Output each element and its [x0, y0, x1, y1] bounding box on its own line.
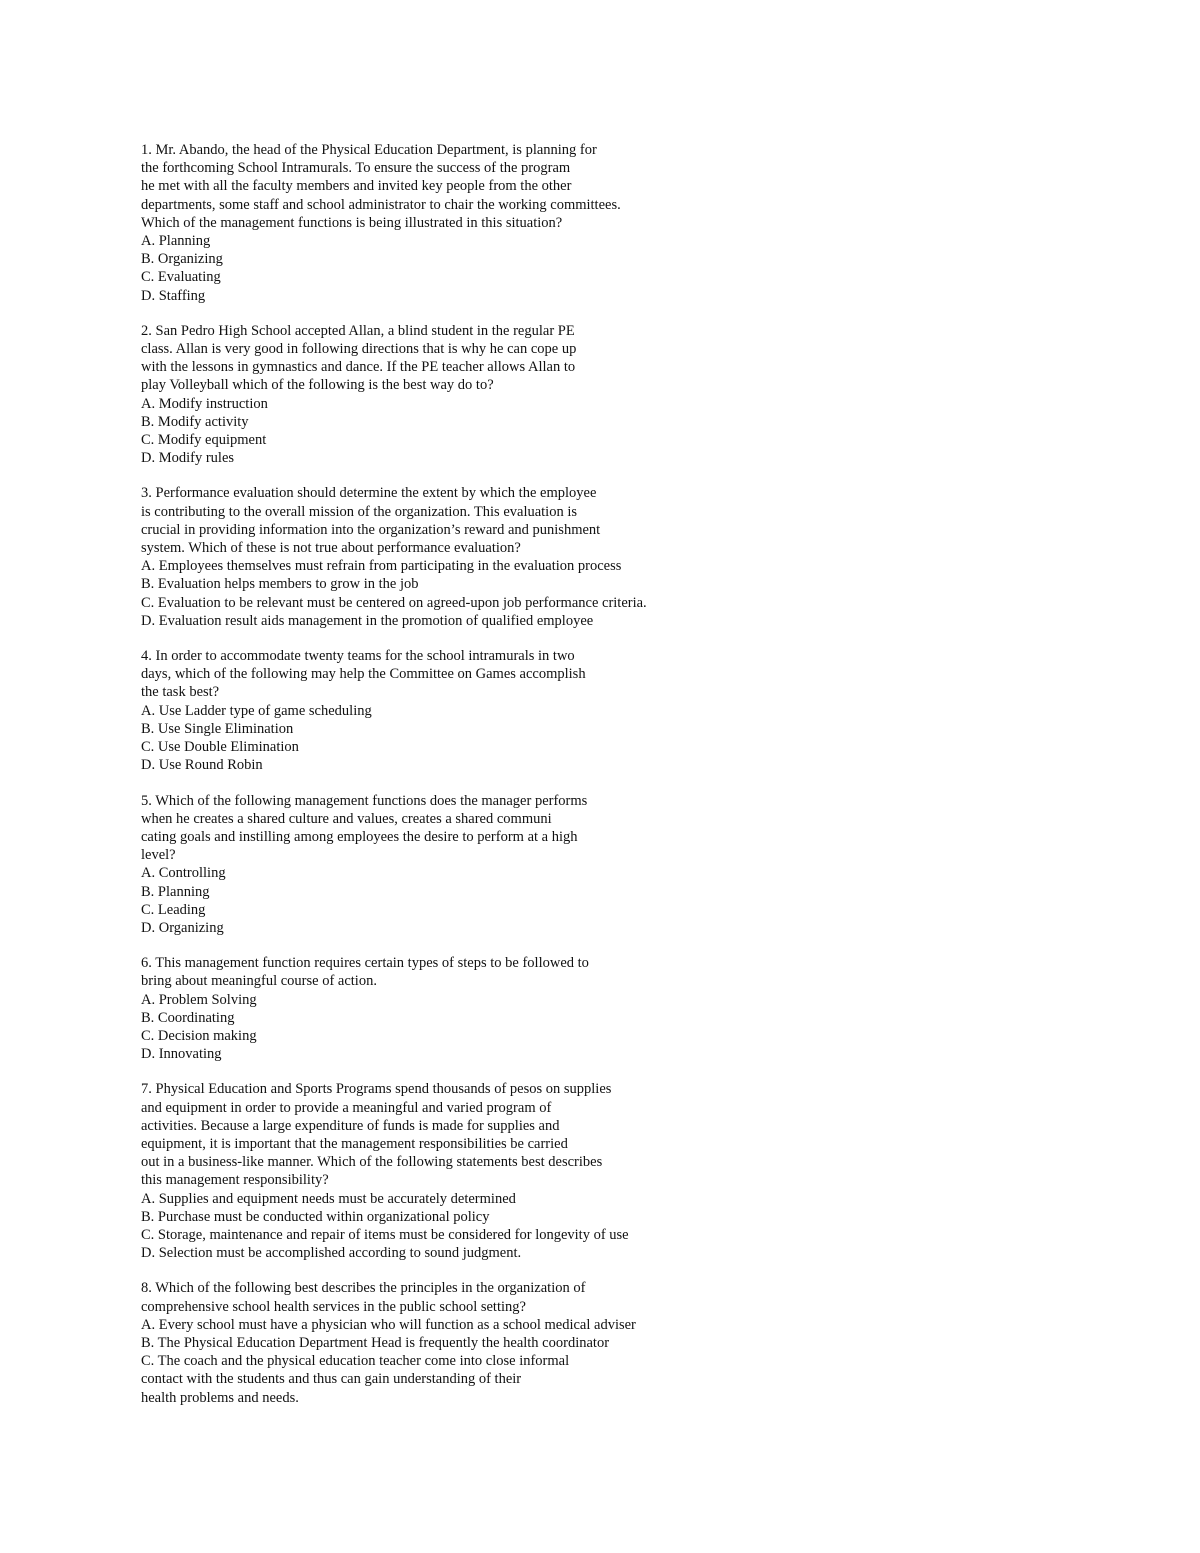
- question-text-line: 6. This management function requires certain types of steps to be followed to: [141, 955, 589, 972]
- answer-option: B. Organizing: [141, 251, 223, 268]
- question-text-line: the task best?: [141, 684, 220, 701]
- question-text-line: equipment, it is important that the management responsibilities be carried: [141, 1135, 568, 1152]
- question-text-line: the forthcoming School Intramurals. To ensure the success of the program: [141, 160, 571, 177]
- question-6: [141, 954, 1141, 1063]
- question-text-line: with the lessons in gymnastics and dance. If the PE teacher allows Allan to: [141, 359, 576, 376]
- answer-option: A. Use Ladder type of game scheduling: [141, 702, 372, 719]
- question-text-line: departments, some staff and school administrator to chair the working committees.: [141, 196, 621, 213]
- question-5: [141, 792, 1141, 938]
- question-text-line: class. Allan is very good in following directions that is why he can cope up: [141, 341, 577, 358]
- answer-option: C. Decision making: [141, 1027, 257, 1044]
- question-4: [141, 647, 1141, 774]
- question-text-line: and equipment in order to provide a meaningful and varied program of: [141, 1099, 552, 1116]
- question-2: [141, 322, 1141, 468]
- question-text-line: this management responsibility?: [141, 1172, 329, 1189]
- question-text-line: 8. Which of the following best describes the principles in the organization of: [141, 1280, 586, 1297]
- answer-option: A. Controlling: [141, 865, 226, 882]
- answer-option: D. Innovating: [141, 1046, 222, 1063]
- answer-option: B. The Physical Education Department Head is frequently the health coordinator: [141, 1334, 610, 1351]
- question-text-line: is contributing to the overall mission of the organization. This evaluation is: [141, 503, 578, 520]
- answer-option: D. Modify rules: [141, 450, 235, 467]
- answer-option: C. Storage, maintenance and repair of items must be considered for longevity of use: [141, 1226, 629, 1243]
- question-text-line: comprehensive school health services in the public school setting?: [141, 1298, 526, 1315]
- question-text-line: 2. San Pedro High School accepted Allan, a blind student in the regular PE: [141, 322, 575, 339]
- question-7: [141, 1080, 1141, 1262]
- question-text-line: cating goals and instilling among employees the desire to perform at a high: [141, 828, 578, 845]
- question-text-line: when he creates a shared culture and values, creates a shared communi: [141, 810, 552, 827]
- answer-option: B. Use Single Elimination: [141, 720, 294, 737]
- answer-option: A. Problem Solving: [141, 991, 257, 1008]
- question-text-line: Which of the management functions is being illustrated in this situation?: [141, 214, 563, 231]
- question-text-line: crucial in providing information into the organization’s reward and punishment: [141, 521, 601, 538]
- answer-option: C. Evaluating: [141, 269, 221, 286]
- answer-option: B. Purchase must be conducted within organizational policy: [141, 1208, 490, 1225]
- answer-option-continuation: contact with the students and thus can gain understanding of their: [141, 1371, 522, 1388]
- answer-option: C. Leading: [141, 901, 206, 918]
- question-text-line: play Volleyball which of the following is the best way do to?: [141, 377, 494, 394]
- answer-option: D. Organizing: [141, 919, 224, 936]
- question-text-line: activities. Because a large expenditure of funds is made for supplies and: [141, 1117, 560, 1134]
- question-text-line: 1. Mr. Abando, the head of the Physical Education Department, is planning for: [141, 142, 597, 158]
- question-1: [141, 141, 1141, 305]
- answer-option: D. Evaluation result aids management in the promotion of qualified employee: [141, 612, 594, 629]
- answer-option: D. Staffing: [141, 287, 206, 304]
- answer-option: A. Modify instruction: [141, 395, 268, 412]
- answer-option: B. Planning: [141, 883, 210, 900]
- question-text-line: he met with all the faculty members and invited key people from the other: [141, 178, 572, 195]
- answer-option: B. Evaluation helps members to grow in the job: [141, 576, 419, 593]
- answer-option: B. Modify activity: [141, 413, 249, 430]
- question-text-line: 7. Physical Education and Sports Programs spend thousands of pesos on supplies: [141, 1081, 612, 1098]
- answer-option: C. Use Double Elimination: [141, 739, 299, 756]
- answer-option: C. Evaluation to be relevant must be centered on agreed-upon job performance criteria.: [141, 594, 647, 611]
- answer-option: A. Every school must have a physician who will function as a school medical adviser: [141, 1316, 636, 1333]
- answer-option: D. Use Round Robin: [141, 757, 263, 774]
- answer-option: C. The coach and the physical education teacher come into close informal: [141, 1353, 570, 1370]
- question-text-line: out in a business-like manner. Which of the following statements best describes: [141, 1154, 603, 1171]
- answer-option: D. Selection must be accomplished according to sound judgment.: [141, 1245, 522, 1262]
- question-text-line: 3. Performance evaluation should determine the extent by which the employee: [141, 485, 597, 502]
- answer-option: A. Employees themselves must refrain from participating in the evaluation process: [141, 558, 622, 575]
- question-8: [141, 1279, 1141, 1406]
- question-text-line: bring about meaningful course of action.: [141, 973, 377, 990]
- answer-option: A. Supplies and equipment needs must be accurately determined: [141, 1190, 516, 1207]
- question-text-line: 4. In order to accommodate twenty teams for the school intramurals in two: [141, 648, 575, 665]
- question-3: [141, 484, 1141, 630]
- answer-option-continuation: health problems and needs.: [141, 1389, 299, 1406]
- question-text-line: 5. Which of the following management functions does the manager performs: [141, 792, 588, 809]
- answer-option: A. Planning: [141, 233, 211, 250]
- answer-option: C. Modify equipment: [141, 432, 267, 449]
- question-text-line: system. Which of these is not true about performance evaluation?: [141, 540, 521, 557]
- question-text-line: level?: [141, 847, 176, 864]
- answer-option: B. Coordinating: [141, 1009, 235, 1026]
- question-text-line: days, which of the following may help the Committee on Games accomplish: [141, 666, 586, 683]
- exam-document: [141, 141, 1141, 1424]
